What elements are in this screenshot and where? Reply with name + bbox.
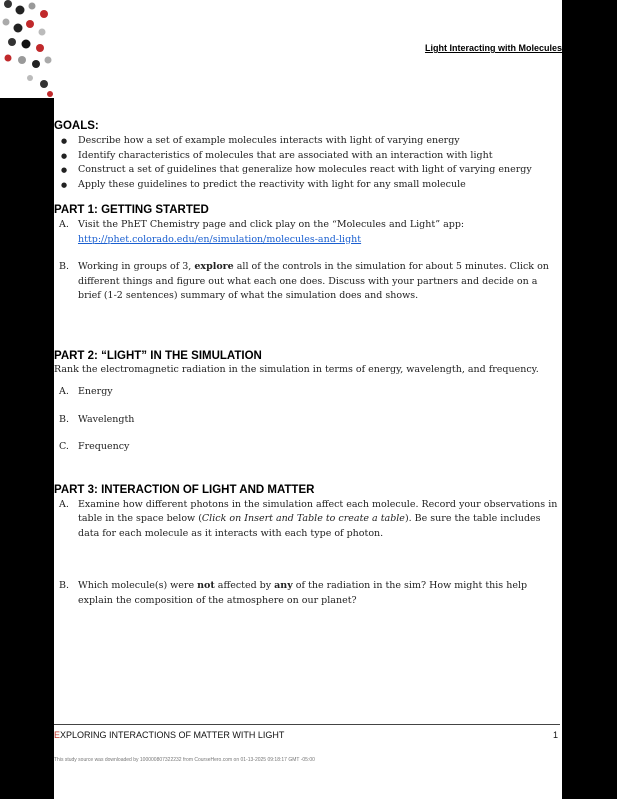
page-footer [54,724,560,740]
goals-list [54,134,560,192]
item-marker: A. [59,498,69,510]
part2-item-wavelength [59,413,560,428]
page-number: 1 [552,730,558,740]
part3-heading: PART 3: INTERACTION OF LIGHT AND MATTER [54,483,315,496]
item-text: Energy [78,386,113,397]
part1-b-text-pre: Working in groups of 3, [78,261,195,272]
part3-b-emphasis-any: any [274,580,293,591]
goal-item: ● Identify characteristics of molecules that are associated with an interaction with light [78,149,560,164]
item-text: Frequency [78,441,130,452]
item-marker: A. [59,219,69,230]
goals-section [54,119,560,192]
goals-heading: GOALS: [54,120,99,132]
item-marker: B. [59,413,70,425]
footer-initial: E [54,730,61,740]
header-title: Light Interacting with Molecules [424,43,562,53]
part1-a-text: Visit the PhET Chemistry page and click play on the “Molecules and Light” app: [78,219,465,230]
part1-item-a [59,218,560,247]
item-marker: C. [59,441,69,452]
item-marker: B. [59,580,70,591]
part2-list [54,385,560,455]
part2-section [54,349,560,455]
part3-section [54,483,560,609]
document-body [54,119,560,608]
goal-item: ● Apply these guidelines to predict the reactivity with light for any small molecule [78,178,560,193]
part3-b-text-post: of the radiation in the sim? How might this help explain the composition of the atmosphere on our planet? [78,580,528,606]
part3-item-a [59,498,560,542]
goal-item: ● Construct a set of guidelines that generalize how molecules react with light of varying energy [78,163,560,178]
part3-a-instruction: Click on Insert and Table to create a table [201,513,405,524]
goal-item: ● Describe how a set of example molecules interacts with light of varying energy [78,134,560,149]
part1-list [54,218,560,304]
part2-item-energy [59,385,560,400]
left-black-margin [0,98,54,799]
part3-a-text-post: ). Be sure the table includes data for each molecule as it interacts with each type of photon. [78,513,541,539]
item-marker: A. [59,386,69,397]
part2-intro: Rank the electromagnetic radiation in the simulation in terms of energy, wavelength, and frequency. [54,363,539,375]
part3-b-emphasis-not: not [197,580,215,591]
part1-heading: PART 1: GETTING STARTED [54,204,209,216]
part3-b-text-mid: affected by [214,580,275,591]
item-marker: B. [59,261,70,272]
item-text: Wavelength [78,413,135,425]
part3-a-text-pre: Examine how different photons in the simulation affect each molecule. Record your observations in table in the space below ( [78,498,558,524]
part1-section [54,203,560,304]
part2-heading: PART 2: “LIGHT” IN THE SIMULATION [54,349,262,362]
molecule-model-image [0,0,54,98]
part1-item-b [59,260,560,304]
phet-simulation-link[interactable]: http://phet.colorado.edu/en/simulation/molecules-and-light [78,233,362,245]
part2-item-frequency [59,440,560,455]
part3-list [54,498,560,609]
part3-item-b [59,579,560,608]
download-watermark: This study source was downloaded by 100000807322232 from CourseHero.com on 01-13-2025 09:18:17 GMT -05:00 [54,757,315,763]
part1-b-emphasis: explore [194,261,234,272]
part3-b-text-pre: Which molecule(s) were [78,580,198,591]
part1-b-text-post: all of the controls in the simulation for about 5 minutes. Click on different things and figure out what each one does. Discuss with your partners and decide on a brief (1-2 sentences) summary of what the simulation does and shows. [78,261,549,301]
footer-title: XPLORING INTERACTIONS OF MATTER WITH LIGHT [60,730,285,740]
